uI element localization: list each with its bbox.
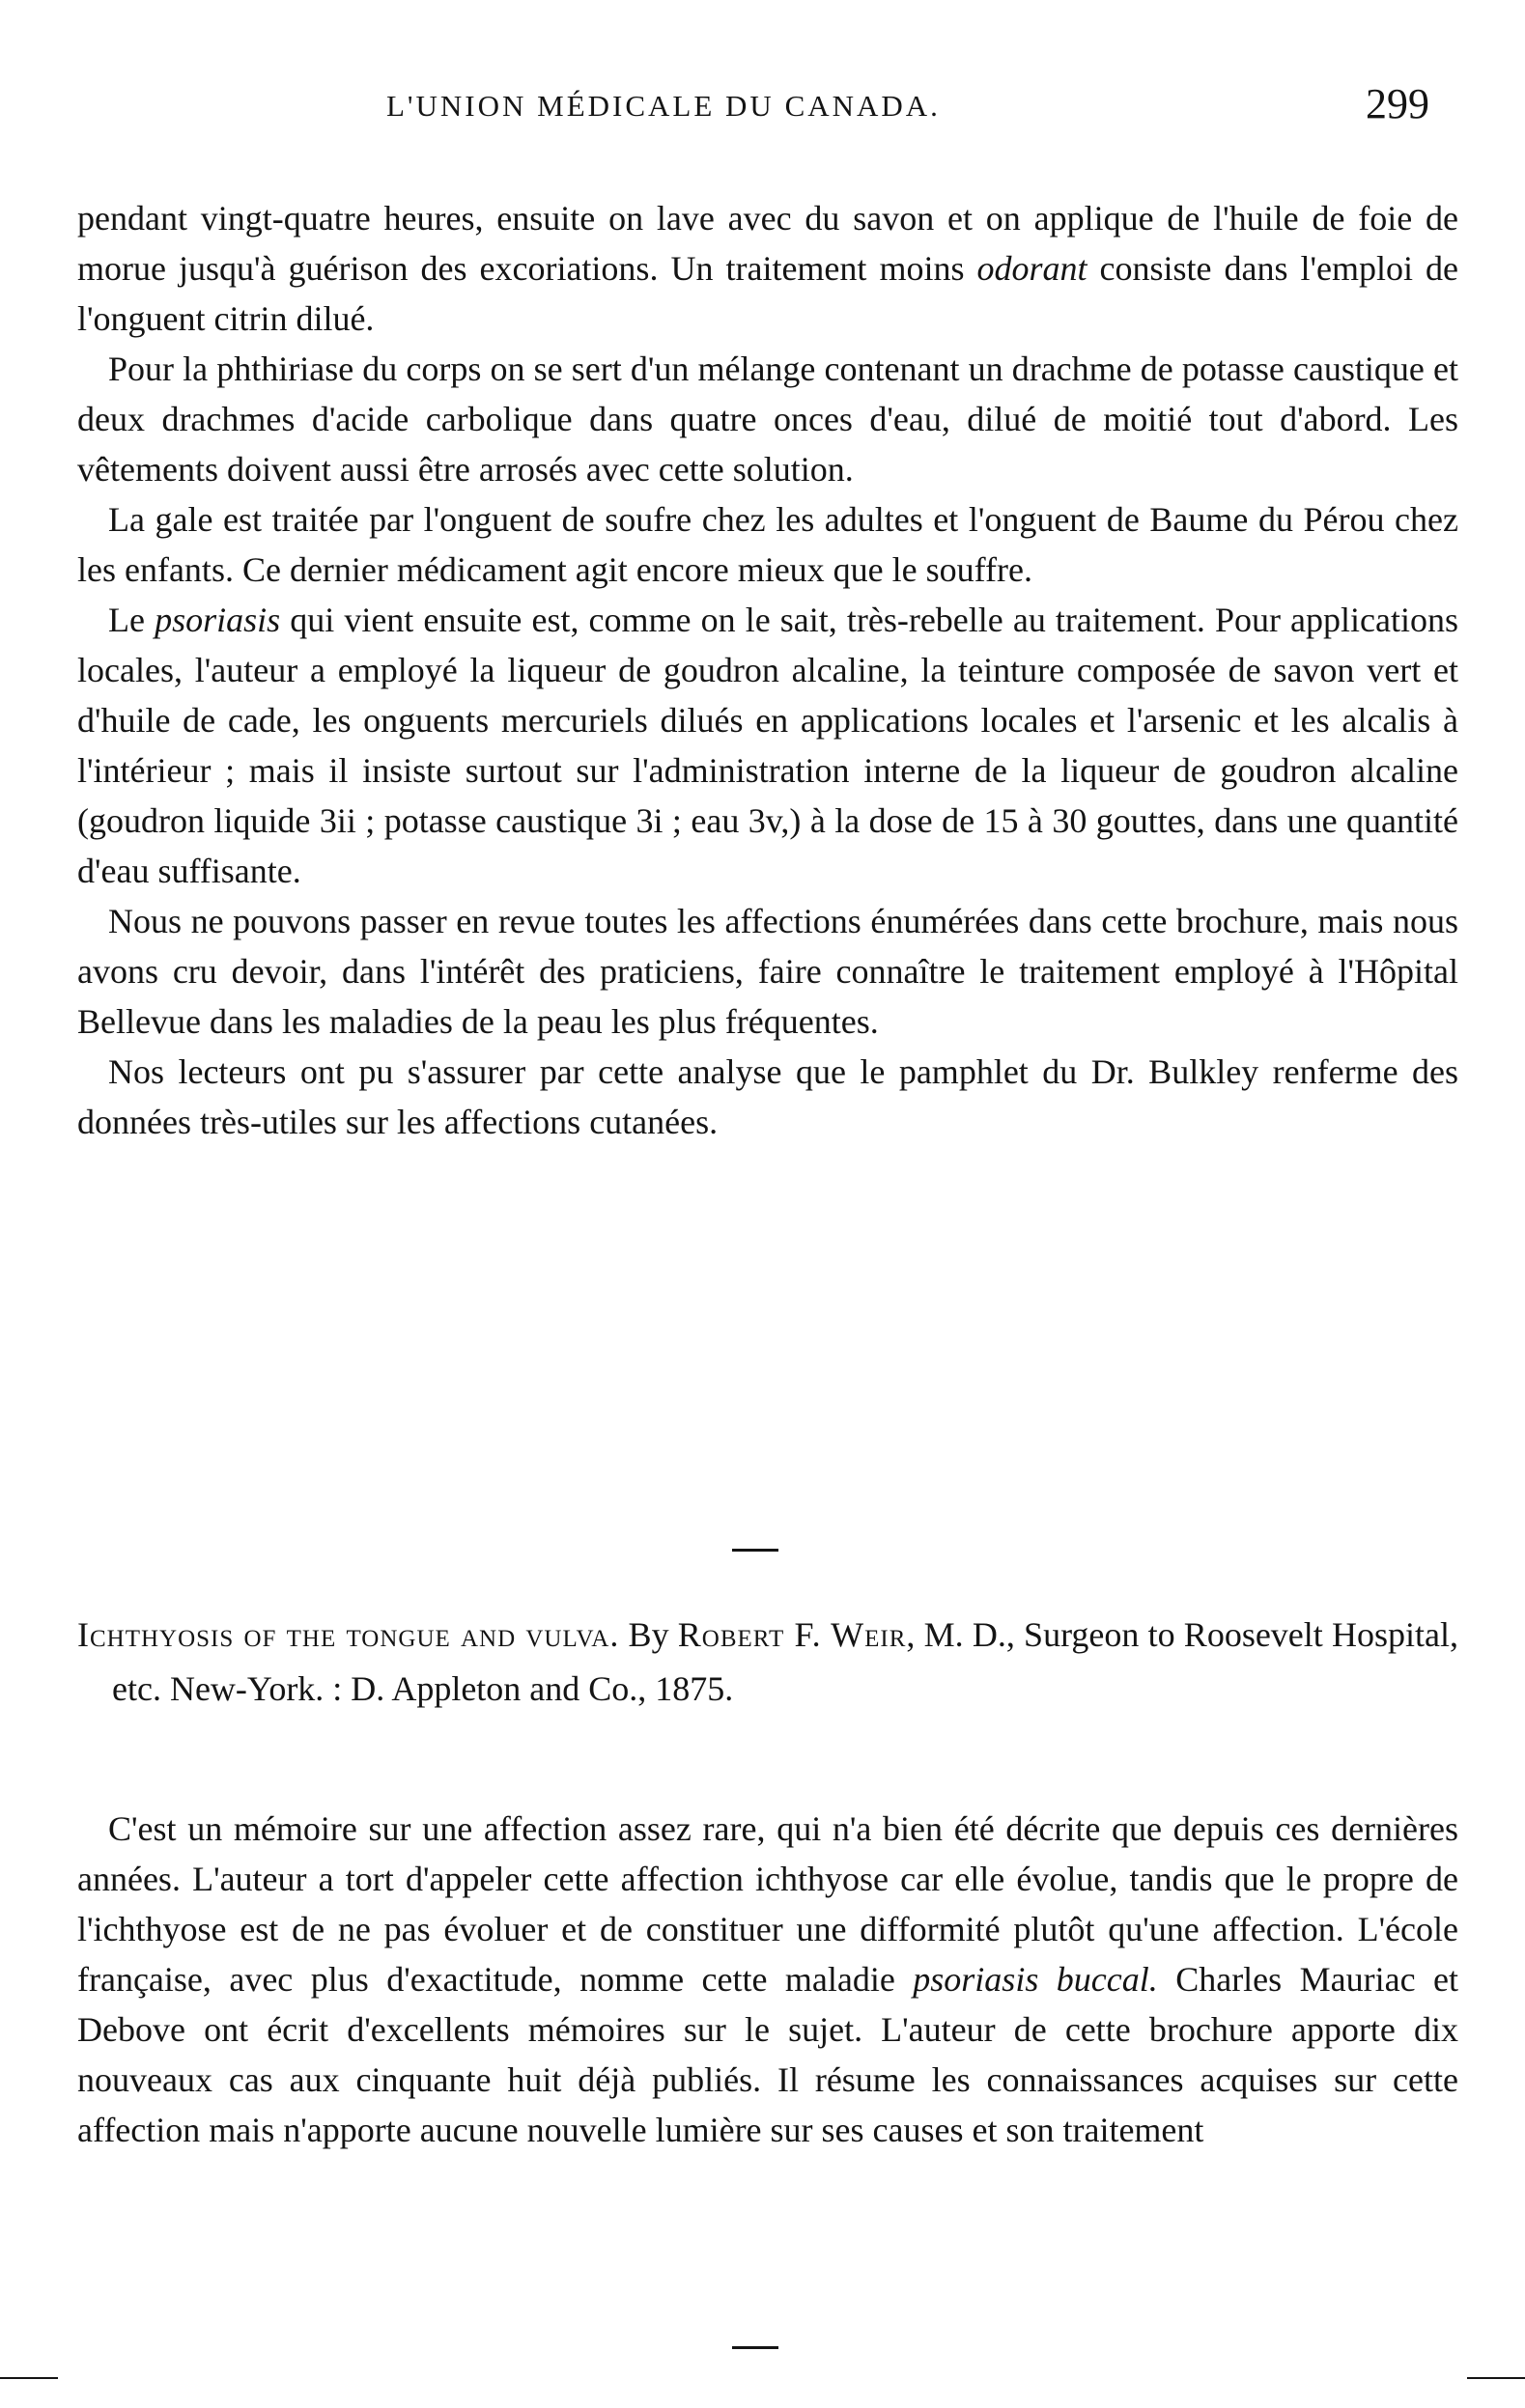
page-edge-mark xyxy=(1467,2377,1525,2379)
paragraph-text: C'est un mémoire sur une affection assez rare, qui n'a bien été décrite que depuis ces dernières années. L'auteur a tort d'appeler cette affection ichthyose car elle évolue, tandis que le propre de l'ichthyose est de ne pas évoluer et de constituer une difformité plutôt qu'une affection. L'école française, avec plus d'exactitude, nomme cette maladie xyxy=(77,1809,1458,1999)
italic-term: odorant xyxy=(976,249,1087,288)
paragraph: Nous ne pouvons passer en revue toutes les affections énumérées dans cette brochure, mais nous avons cru devoir, dans l'intérêt des praticiens, faire connaître le traitement employé à l'Hôpital Bellevue dans les maladies de la peau les plus fréquentes. xyxy=(77,902,1458,1041)
paragraph: La gale est traitée par l'onguent de soufre chez les adultes et l'onguent de Baume du Pérou chez les enfants. Ce dernier médicament agit encore mieux que le souffre. xyxy=(77,500,1458,589)
running-title: L'UNION MÉDICALE DU CANADA. xyxy=(386,89,941,123)
page-edge-mark xyxy=(0,2377,58,2379)
paragraph-text: qui vient ensuite est, comme on le sait, très-rebelle au traitement. Pour applications locales, l'auteur a employé la liqueur de goudron alcaline, la teinture composée de savon vert et d'huile de cade, les onguents mercuriels dilués en applications locales et l'arsenic et les alcalis à l'intérieur ; mais il insiste surtout sur l'administration interne de la liqueur de goudron alcaline (goudron liquide 3ii ; potasse caustique 3i ; eau 3v,) à la dose de 15 à 30 gouttes, dans une quantité d'eau suffisante. xyxy=(77,601,1459,890)
paragraph: Nos lecteurs ont pu s'assurer par cette analyse que le pamphlet du Dr. Bulkley renferme des données très-utiles sur les affections cutanées. xyxy=(77,1052,1458,1141)
paragraph xyxy=(77,193,1458,344)
paragraph-text: pendant vingt-quatre heures, ensuite on lave avec du savon et on applique de l'huile de foie de morue jusqu'à guérison des excoriations. Un traitement moins xyxy=(77,199,1458,288)
review-title: Ichthyosis of the tongue and vulva. xyxy=(77,1615,620,1654)
paragraph xyxy=(77,595,1458,896)
section-divider xyxy=(732,1549,778,1552)
paragraph: Pour la phthiriase du corps on se sert d'un mélange contenant un drachme de potasse caustique et deux drachmes d'acide carbolique dans quatre onces d'eau, dilué de moitié tout d'abord. Les vêtements doivent aussi être arrosés avec cette solution. xyxy=(77,350,1458,489)
page-number: 299 xyxy=(1366,80,1429,127)
paragraph-text: Charles Mauriac et Debove ont écrit d'excellents mémoires sur le sujet. L'auteur de cette brochure apporte dix nouveaux cas aux cinquante huit déjà publiés. Il résume les connaissances acquises sur cette affection mais n'apporte aucune nouvelle lumière sur ses causes et son traitement xyxy=(77,1960,1458,2149)
review-publication: , M. D., Surgeon to Roosevelt Hospital, etc. New-York. : D. Appleton and Co., 1875. xyxy=(112,1615,1458,1708)
paragraph-text: Le xyxy=(108,601,155,639)
paragraph xyxy=(77,1804,1458,2155)
paragraph-text: consiste dans l'emploi de l'onguent citrin dilué. xyxy=(77,249,1459,338)
review-by: By xyxy=(619,1615,678,1654)
review-body xyxy=(77,1804,1458,2155)
review-author: Robert F. Weir xyxy=(677,1615,907,1654)
section-divider xyxy=(732,2346,778,2349)
italic-term: psoriasis buccal. xyxy=(913,1960,1158,1999)
review-heading xyxy=(77,1608,1458,1716)
italic-term: psoriasis xyxy=(155,601,281,639)
article-continuation xyxy=(77,193,1458,1147)
